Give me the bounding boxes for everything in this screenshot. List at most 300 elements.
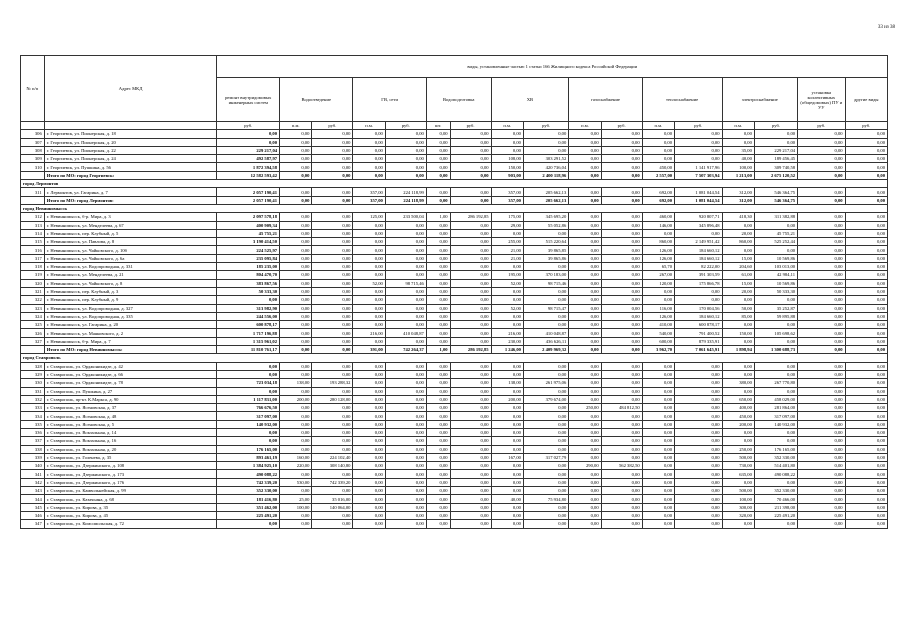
address-cell: г. Ставрополь, ул. Орджоникидзе, д. 78 — [44, 379, 217, 387]
value-cell: 0,00 — [722, 321, 754, 329]
value-cell: 0,00 — [523, 462, 568, 470]
value-cell: 0,00 — [845, 462, 887, 470]
value-cell: 0,00 — [754, 337, 797, 345]
value-cell: 650,00 — [722, 395, 754, 403]
value-cell: 0,00 — [385, 370, 426, 378]
value-cell: 0,00 — [675, 229, 722, 237]
value-cell: 692,00 — [642, 196, 674, 204]
value-cell: 791 400,52 — [675, 329, 722, 337]
value-cell: 7 061 645,91 — [675, 346, 722, 354]
value-cell: 0,00 — [353, 495, 385, 503]
value-cell: 125,00 — [353, 213, 385, 221]
value-cell: 138,00 — [280, 379, 312, 387]
value-cell: 0,00 — [722, 520, 754, 528]
row-number: 318 — [21, 263, 45, 271]
total-cost-cell: 185 235,00 — [217, 263, 280, 271]
value-cell: 0,00 — [280, 146, 312, 154]
value-cell: 0,00 — [385, 437, 426, 445]
value-cell: 0,00 — [798, 188, 845, 196]
value-cell: 0,00 — [642, 229, 674, 237]
value-cell: 0,00 — [450, 188, 491, 196]
address-cell: г. Ставрополь, ул. Кирова, д. 45 — [44, 511, 217, 519]
value-cell: 0,00 — [523, 321, 568, 329]
value-cell: 0,00 — [798, 387, 845, 395]
value-cell: 0,00 — [798, 329, 845, 337]
value-cell: 0,00 — [642, 155, 674, 163]
value-cell: 0,00 — [426, 138, 450, 146]
value-cell: 0,00 — [845, 337, 887, 345]
value-cell: 0,00 — [675, 420, 722, 428]
unit-cell: п.м. — [491, 122, 523, 130]
address-cell: г. Ставрополь, ул. Дзержинского, д. 173 — [44, 470, 217, 478]
row-number: 319 — [21, 271, 45, 279]
value-cell: 308 140,80 — [312, 462, 353, 470]
value-cell: 0,00 — [280, 470, 312, 478]
value-cell: 0,00 — [675, 495, 722, 503]
value-cell: 0,00 — [845, 478, 887, 486]
value-cell: 52,00 — [491, 279, 523, 287]
row-number: 321 — [21, 287, 45, 295]
total-cost-cell: 0,00 — [217, 370, 280, 378]
value-cell: 0,00 — [798, 296, 845, 304]
value-cell: 525 252,44 — [754, 238, 797, 246]
unit-cell: п.м. — [280, 122, 312, 130]
value-cell: 10 569,86 — [754, 254, 797, 262]
value-cell: 160,00 — [280, 453, 312, 461]
value-cell: 0,00 — [353, 155, 385, 163]
value-cell: 0,00 — [353, 163, 385, 171]
row-number: 335 — [21, 420, 45, 428]
value-cell: 0,00 — [280, 387, 312, 395]
value-cell: 0,00 — [450, 138, 491, 146]
value-cell: 903,00 — [491, 171, 523, 179]
unit-cell: руб. — [675, 122, 722, 130]
value-cell: 0,00 — [385, 271, 426, 279]
value-cell: 0,00 — [722, 130, 754, 138]
value-cell: 0,00 — [385, 146, 426, 154]
value-cell: 0,00 — [845, 304, 887, 312]
value-cell: 0,00 — [569, 238, 601, 246]
value-cell: 0,00 — [642, 437, 674, 445]
group-title: город Лермонтов — [21, 180, 888, 188]
value-cell: 0,00 — [601, 420, 642, 428]
value-cell: 0,00 — [523, 229, 568, 237]
value-cell: 0,00 — [280, 163, 312, 171]
table-row — [21, 337, 888, 345]
unit-cell: шт. — [426, 122, 450, 130]
total-cost-cell: 893 461,19 — [217, 453, 280, 461]
value-cell: 1 141 917,96 — [675, 163, 722, 171]
value-cell: 317 027,79 — [523, 453, 568, 461]
value-cell: 0,00 — [601, 238, 642, 246]
value-cell: 0,00 — [523, 138, 568, 146]
value-cell: 0,00 — [722, 138, 754, 146]
value-cell: 0,00 — [450, 511, 491, 519]
value-cell: 29,00 — [491, 221, 523, 229]
address-cell: г. Ставрополь, ул. Комсомольская, д. 72 — [44, 520, 217, 528]
value-cell: 0,00 — [426, 495, 450, 503]
value-cell: 0,00 — [280, 213, 312, 221]
value-cell: 0,00 — [845, 470, 887, 478]
table-row — [21, 146, 888, 154]
value-cell: 0,00 — [601, 263, 642, 271]
value-cell: 0,00 — [754, 130, 797, 138]
total-cost-cell: 0,00 — [217, 130, 280, 138]
table-row — [21, 254, 888, 262]
value-cell: 140 064,00 — [312, 503, 353, 511]
value-cell: 0,00 — [845, 196, 887, 204]
value-cell: 0,00 — [798, 155, 845, 163]
value-cell: 0,00 — [569, 171, 601, 179]
total-cost-cell: 0,00 — [217, 387, 280, 395]
table-row — [21, 188, 888, 196]
table-row — [21, 387, 888, 395]
value-cell: 0,00 — [450, 445, 491, 453]
value-cell: 0,00 — [601, 437, 642, 445]
address-cell: г. Невинномысск, ул. Менделеева, д. 67 — [44, 221, 217, 229]
value-cell: 0,00 — [491, 445, 523, 453]
value-cell: 0,00 — [491, 296, 523, 304]
total-cost-cell: 12 582 593,42 — [217, 171, 280, 179]
value-cell: 98 715,46 — [523, 279, 568, 287]
value-cell: 0,00 — [280, 412, 312, 420]
total-cost-cell: 235 095,84 — [217, 254, 280, 262]
value-cell: 70 466,00 — [754, 495, 797, 503]
repair-table — [20, 55, 888, 529]
value-cell: 0,00 — [353, 453, 385, 461]
value-cell: 0,00 — [722, 387, 754, 395]
value-cell: 0,00 — [385, 428, 426, 436]
value-cell: 224 102,40 — [312, 453, 353, 461]
value-cell: 2 675 120,52 — [754, 171, 797, 179]
value-cell: 0,00 — [450, 478, 491, 486]
value-cell: 0,00 — [601, 395, 642, 403]
value-cell: 0,00 — [312, 520, 353, 528]
value-cell: 230,00 — [491, 337, 523, 345]
value-cell: 500,00 — [722, 487, 754, 495]
value-cell: 82 222,00 — [675, 263, 722, 271]
value-cell: 0,00 — [426, 229, 450, 237]
value-cell: 0,00 — [845, 503, 887, 511]
value-cell: 0,00 — [385, 520, 426, 528]
value-cell: 0,00 — [491, 130, 523, 138]
value-cell: 0,00 — [642, 503, 674, 511]
value-cell: 0,00 — [754, 296, 797, 304]
value-cell: 0,00 — [642, 362, 674, 370]
unit-cell: п.м. — [642, 122, 674, 130]
row-number: 333 — [21, 404, 45, 412]
total-cost-cell: 0,00 — [217, 520, 280, 528]
value-cell: 0,00 — [601, 487, 642, 495]
value-cell: 0,00 — [450, 246, 491, 254]
value-cell: 286 192,85 — [450, 346, 491, 354]
value-cell: 0,00 — [642, 387, 674, 395]
value-cell: 0,00 — [312, 146, 353, 154]
value-cell: 514 401,80 — [754, 462, 797, 470]
value-cell: 205 662,13 — [523, 196, 568, 204]
table-row — [21, 213, 888, 221]
value-cell: 55 052,86 — [523, 221, 568, 229]
value-cell: 0,00 — [569, 271, 601, 279]
value-cell: 0,00 — [491, 412, 523, 420]
value-cell: 0,00 — [280, 238, 312, 246]
value-cell: 0,00 — [754, 520, 797, 528]
value-cell: 0,00 — [754, 478, 797, 486]
value-cell: 0,00 — [601, 329, 642, 337]
value-cell: 0,00 — [385, 238, 426, 246]
address-cell: г. Георгиевск, ул. Пушкина, д. 56 — [44, 163, 217, 171]
address-cell: г. Невинномысск, ул. Водопроводная, д. 335 — [44, 312, 217, 320]
value-cell: 150,00 — [491, 163, 523, 171]
value-cell: 189 456,45 — [754, 155, 797, 163]
table-row — [21, 138, 888, 146]
total-cost-cell: 1 872 394,58 — [217, 163, 280, 171]
value-cell: 0,00 — [523, 478, 568, 486]
value-cell: 391,00 — [353, 346, 385, 354]
value-cell: 0,00 — [450, 155, 491, 163]
value-cell: 458 029,00 — [754, 395, 797, 403]
value-cell: 0,00 — [353, 229, 385, 237]
value-cell: 20,00 — [722, 287, 754, 295]
value-cell: 0,00 — [569, 188, 601, 196]
value-cell: 0,00 — [312, 412, 353, 420]
value-cell: 40,00 — [491, 495, 523, 503]
value-cell: 0,00 — [601, 503, 642, 511]
value-cell: 0,00 — [798, 130, 845, 138]
value-cell: 211 398,00 — [754, 503, 797, 511]
value-cell: 184 660,12 — [675, 254, 722, 262]
row-number: 331 — [21, 387, 45, 395]
total-cost-cell: 181 416,80 — [217, 495, 280, 503]
table-row — [21, 520, 888, 528]
value-cell: 0,00 — [601, 146, 642, 154]
value-cell: 0,00 — [845, 412, 887, 420]
value-cell: 530,00 — [280, 478, 312, 486]
value-cell: 0,00 — [601, 453, 642, 461]
value-cell: 0,00 — [523, 437, 568, 445]
value-cell: 0,00 — [280, 337, 312, 345]
value-cell: 0,00 — [569, 221, 601, 229]
value-cell: 0,00 — [798, 171, 845, 179]
value-cell: 0,00 — [523, 287, 568, 295]
address-cell: г. Ставрополь, ул. Ясеновская, д. 48 — [44, 412, 217, 420]
value-cell: 0,00 — [353, 420, 385, 428]
table-row — [21, 321, 888, 329]
value-cell: 0,00 — [845, 130, 887, 138]
total-cost-cell: 2 057 190,41 — [217, 196, 280, 204]
value-cell: 0,00 — [798, 254, 845, 262]
table-row — [21, 370, 888, 378]
value-cell: 0,00 — [523, 511, 568, 519]
value-cell: 0,00 — [450, 271, 491, 279]
value-cell: 176 165,00 — [754, 445, 797, 453]
value-cell: 184 660,12 — [675, 246, 722, 254]
value-cell: 0,00 — [601, 321, 642, 329]
value-cell: 0,00 — [426, 462, 450, 470]
row-number: 310 — [21, 163, 45, 171]
value-cell: 0,00 — [426, 130, 450, 138]
value-cell: 357,00 — [491, 188, 523, 196]
value-cell: 0,00 — [601, 478, 642, 486]
unit-cell: руб. — [217, 122, 280, 130]
address-cell: г. Невинномысск, пер. Клубный, д. 5 — [44, 229, 217, 237]
value-cell: 0,00 — [385, 487, 426, 495]
value-cell: 0,00 — [385, 155, 426, 163]
value-cell: 0,00 — [491, 370, 523, 378]
value-cell: 692,00 — [642, 188, 674, 196]
value-cell: 0,00 — [426, 337, 450, 345]
row-number — [21, 346, 45, 354]
table-row — [21, 412, 888, 420]
value-cell: 0,00 — [385, 287, 426, 295]
value-cell: 0,00 — [601, 213, 642, 221]
value-cell: 0,00 — [523, 370, 568, 378]
value-cell: 0,00 — [450, 387, 491, 395]
value-cell: 742 339,20 — [312, 478, 353, 486]
row-number: 334 — [21, 412, 45, 420]
value-cell: 0,00 — [642, 487, 674, 495]
value-cell: 0,00 — [385, 445, 426, 453]
value-cell: 0,00 — [798, 503, 845, 511]
value-cell: 0,00 — [601, 370, 642, 378]
value-cell: 0,00 — [426, 511, 450, 519]
value-cell: 35 252,87 — [754, 304, 797, 312]
value-cell: 0,00 — [845, 495, 887, 503]
value-cell: 267,00 — [642, 271, 674, 279]
value-cell: 0,00 — [642, 287, 674, 295]
value-cell: 0,00 — [569, 412, 601, 420]
value-cell: 0,00 — [450, 412, 491, 420]
table-row — [21, 263, 888, 271]
value-cell: 0,00 — [675, 445, 722, 453]
value-cell: 0,00 — [569, 279, 601, 287]
value-cell: 0,00 — [312, 130, 353, 138]
value-cell: 255,00 — [491, 238, 523, 246]
value-cell: 204,60 — [722, 263, 754, 271]
value-cell: 0,00 — [845, 146, 887, 154]
value-cell: 0,00 — [353, 296, 385, 304]
value-cell: 0,00 — [601, 254, 642, 262]
value-cell: 0,00 — [426, 412, 450, 420]
value-cell: 85,00 — [722, 312, 754, 320]
value-cell: 0,00 — [426, 470, 450, 478]
value-cell: 309 740,58 — [754, 163, 797, 171]
value-cell: 0,00 — [426, 146, 450, 154]
value-cell: 0,00 — [845, 404, 887, 412]
value-cell: 0,00 — [523, 503, 568, 511]
value-cell: 0,00 — [385, 312, 426, 320]
address-cell: г. Ставрополь, ул. Ясеновская, д. 37 — [44, 404, 217, 412]
value-cell: 0,00 — [642, 138, 674, 146]
value-cell: 0,00 — [569, 263, 601, 271]
value-cell: 0,00 — [280, 188, 312, 196]
value-cell: 0,00 — [385, 453, 426, 461]
table-row — [21, 462, 888, 470]
value-cell: 0,00 — [450, 437, 491, 445]
value-cell: 0,00 — [491, 146, 523, 154]
value-cell: 0,00 — [450, 395, 491, 403]
value-cell: 0,00 — [523, 520, 568, 528]
row-number: 324 — [21, 312, 45, 320]
value-cell: 0,00 — [523, 487, 568, 495]
address-cell: г. Ставрополь, ул. Казачьина, д. 68 — [44, 495, 217, 503]
value-cell: 0,00 — [798, 163, 845, 171]
value-cell: 0,00 — [845, 487, 887, 495]
value-cell: 0,00 — [642, 495, 674, 503]
value-cell: 0,00 — [798, 395, 845, 403]
value-cell: 450,00 — [722, 412, 754, 420]
value-cell: 0,00 — [845, 238, 887, 246]
value-cell: 0,00 — [280, 130, 312, 138]
value-cell: 0,00 — [845, 246, 887, 254]
value-cell: 0,00 — [523, 263, 568, 271]
address-cell: г. Лермонтов, ул. Гагарина, д. 7 — [44, 188, 217, 196]
value-cell: 0,00 — [312, 238, 353, 246]
value-cell: 0,00 — [491, 462, 523, 470]
value-cell: 216,00 — [491, 329, 523, 337]
value-cell: 0,00 — [353, 304, 385, 312]
value-cell: 0,00 — [353, 312, 385, 320]
value-cell: 0,00 — [798, 196, 845, 204]
value-cell: 0,00 — [385, 404, 426, 412]
value-cell: 0,00 — [280, 296, 312, 304]
value-cell: 0,00 — [569, 370, 601, 378]
value-cell: 170 004,56 — [675, 304, 722, 312]
total-cost-cell: 1 717 196,88 — [217, 329, 280, 337]
value-cell: 0,00 — [845, 155, 887, 163]
value-cell: 0,00 — [353, 412, 385, 420]
row-number: 315 — [21, 238, 45, 246]
value-cell: 0,00 — [312, 163, 353, 171]
value-cell: 0,00 — [450, 279, 491, 287]
value-cell: 220,00 — [280, 462, 312, 470]
value-cell: 175,00 — [491, 213, 523, 221]
group-title: город Невинномысск — [21, 204, 888, 212]
value-cell: 0,00 — [601, 470, 642, 478]
value-cell: 0,00 — [353, 287, 385, 295]
value-cell: 0,00 — [385, 321, 426, 329]
value-cell: 0,00 — [450, 428, 491, 436]
value-cell: 0,00 — [642, 478, 674, 486]
value-cell: 0,00 — [798, 279, 845, 287]
unit-cell: руб. — [845, 122, 887, 130]
table-row — [21, 246, 888, 254]
value-cell: 0,00 — [845, 296, 887, 304]
value-cell: 280 128,00 — [312, 395, 353, 403]
value-cell: 0,00 — [523, 428, 568, 436]
table-row — [21, 478, 888, 486]
value-cell: 0,00 — [280, 329, 312, 337]
value-cell: 0,00 — [280, 254, 312, 262]
address-cell: г. Невинномысск, ул. Водопроводная, д. 327 — [44, 304, 217, 312]
value-cell: 40,00 — [722, 155, 754, 163]
value-cell: 0,00 — [312, 321, 353, 329]
value-cell: 0,00 — [523, 387, 568, 395]
value-cell: 0,00 — [385, 337, 426, 345]
value-cell: 0,00 — [642, 412, 674, 420]
value-cell: 0,00 — [798, 495, 845, 503]
value-cell: 370 183,00 — [523, 271, 568, 279]
value-cell: 0,00 — [385, 229, 426, 237]
table-row — [21, 362, 888, 370]
value-cell: 0,00 — [491, 229, 523, 237]
address-cell: г. Ставрополь, пр-кт. К.Маркса, д. 90 — [44, 395, 217, 403]
value-cell: 138,00 — [491, 379, 523, 387]
value-cell: 0,00 — [353, 271, 385, 279]
value-cell: 484 812,50 — [601, 404, 642, 412]
address-cell: г. Невинномысск, ул. Павлова, д. 8 — [44, 238, 217, 246]
value-cell: 65,70 — [642, 263, 674, 271]
